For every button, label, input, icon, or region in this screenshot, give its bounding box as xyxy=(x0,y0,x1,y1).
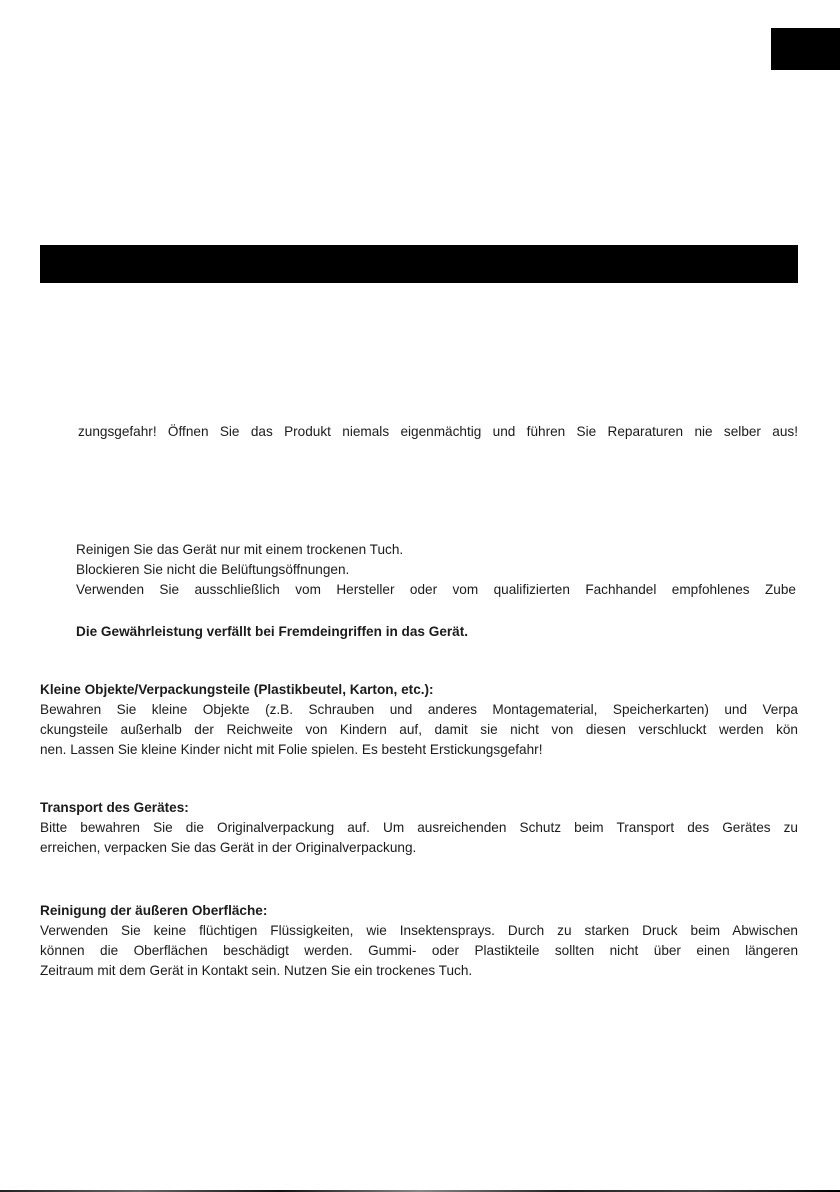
bullet-item: Reinigen Sie das Gerät nur mit einem trockenen Tuch. xyxy=(76,542,404,557)
section-heading: Reinigung der äußeren Oberfläche: xyxy=(40,903,268,918)
paragraph-line: Bitte bewahren Sie die Originalverpackung auf. Um ausreichenden Schutz beim Transport des Gerätes zu xyxy=(40,820,798,835)
section-heading: Transport des Gerätes: xyxy=(40,800,189,815)
paragraph-line: Zeitraum mit dem Gerät in Kontakt sein. Nutzen Sie ein trockenes Tuch. xyxy=(40,963,473,978)
paragraph-line: ckungsteile außerhalb der Reichweite von Kindern auf, damit sie nicht von diesen verschluckt werden kön xyxy=(40,722,798,737)
paragraph-line: nen. Lassen Sie kleine Kinder nicht mit Folie spielen. Es besteht Erstickungsgefahr! xyxy=(40,742,543,757)
paragraph-line: Bewahren Sie kleine Objekte (z.B. Schrauben und anderes Montagematerial, Speicherkarten) und Verpa xyxy=(40,702,798,717)
section-heading: Kleine Objekte/Verpackungsteile (Plastikbeutel, Karton, etc.): xyxy=(40,682,434,697)
bullet-item: Verwenden Sie ausschließlich vom Hersteller oder vom qualifizierten Fachhandel empfohlenes Zube xyxy=(76,582,796,597)
section-title-banner xyxy=(40,245,798,283)
paragraph-line: Verwenden Sie keine flüchtigen Flüssigkeiten, wie Insektensprays. Durch zu starken Druck beim Abwischen xyxy=(40,923,798,938)
paragraph-line: können die Oberflächen beschädigt werden. Gummi- oder Plastikteile sollten nicht über einen längeren xyxy=(40,943,798,958)
bullet-item: Blockieren Sie nicht die Belüftungsöffnungen. xyxy=(76,562,350,577)
paragraph-line: erreichen, verpacken Sie das Gerät in der Originalverpackung. xyxy=(40,840,417,855)
warranty-note: Die Gewährleistung verfällt bei Fremdeingriffen in das Gerät. xyxy=(76,624,469,639)
language-tab-marker xyxy=(771,28,840,70)
hazard-line: zungsgefahr! Öffnen Sie das Produkt niemals eigenmächtig und führen Sie Reparaturen nie selber aus! xyxy=(78,424,798,439)
